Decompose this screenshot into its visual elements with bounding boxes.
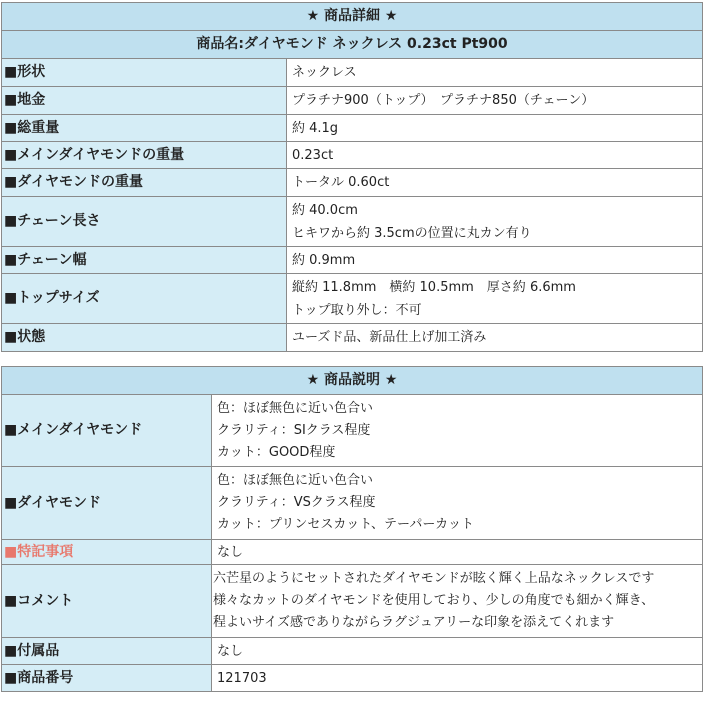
product-description-table: [1, 366, 703, 692]
row-value-special-notes: なし: [212, 540, 703, 565]
row-label-main-diamond: ■メインダイヤモンド: [2, 395, 212, 467]
row-value-chain-width: 約 0.9mm: [287, 247, 703, 274]
row-value-metal: プラチナ900（トップ） プラチナ850（チェーン）: [287, 87, 703, 115]
row-value-comment: 六芒星のようにセットされたダイヤモンドが眩く輝く上品なネックレスです 様々なカットのダイヤモンドを使用しており、少しの角度でも細かく輝き、 程よいサイズ感でありながらラグジュアリーな印象を添えてくれます: [212, 565, 703, 638]
row-value-condition: ユーズド品、新品仕上げ加工済み: [287, 324, 703, 352]
row-label-special-notes: ■特記事項: [2, 540, 212, 565]
row-label-product-number: ■商品番号: [2, 665, 212, 692]
row-value-main-diamond-weight: 0.23ct: [287, 142, 703, 169]
row-label-accessories: ■付属品: [2, 638, 212, 665]
row-label-metal: ■地金: [2, 87, 287, 115]
row-value-diamond: 色：ほぼ無色に近い色合い クラリティ：VSクラス程度 カット：プリンセスカット、テーパーカット: [212, 467, 703, 540]
row-label-shape: ■形状: [2, 59, 287, 87]
row-label-chain-width: ■チェーン幅: [2, 247, 287, 274]
row-value-shape: ネックレス: [287, 59, 703, 87]
row-label-chain-length: ■チェーン長さ: [2, 197, 287, 247]
row-value-top-size: 縦約 11.8mm 横約 10.5mm 厚さ約 6.6mm トップ取り外し：不可: [287, 274, 703, 324]
row-value-chain-length: 約 40.0cm ヒキワから約 3.5cmの位置に丸カン有り: [287, 197, 703, 247]
row-value-product-number: 121703: [212, 665, 703, 692]
row-value-accessories: なし: [212, 638, 703, 665]
product-name: 商品名:ダイヤモンド ネックレス 0.23ct Pt900: [2, 31, 703, 59]
product-details-header: ★ 商品詳細 ★: [2, 3, 703, 31]
row-label-main-diamond-weight: ■メインダイヤモンドの重量: [2, 142, 287, 169]
row-label-diamond: ■ダイヤモンド: [2, 467, 212, 540]
row-label-condition: ■状態: [2, 324, 287, 352]
row-label-comment: ■コメント: [2, 565, 212, 638]
product-details-table: [1, 2, 703, 352]
product-description-header: ★ 商品説明 ★: [2, 367, 703, 395]
row-label-total-weight: ■総重量: [2, 115, 287, 142]
row-label-diamond-weight: ■ダイヤモンドの重量: [2, 169, 287, 197]
row-value-diamond-weight: トータル 0.60ct: [287, 169, 703, 197]
row-label-top-size: ■トップサイズ: [2, 274, 287, 324]
row-value-main-diamond: 色：ほぼ無色に近い色合い クラリティ：SIクラス程度 カット：GOOD程度: [212, 395, 703, 467]
row-value-total-weight: 約 4.1g: [287, 115, 703, 142]
